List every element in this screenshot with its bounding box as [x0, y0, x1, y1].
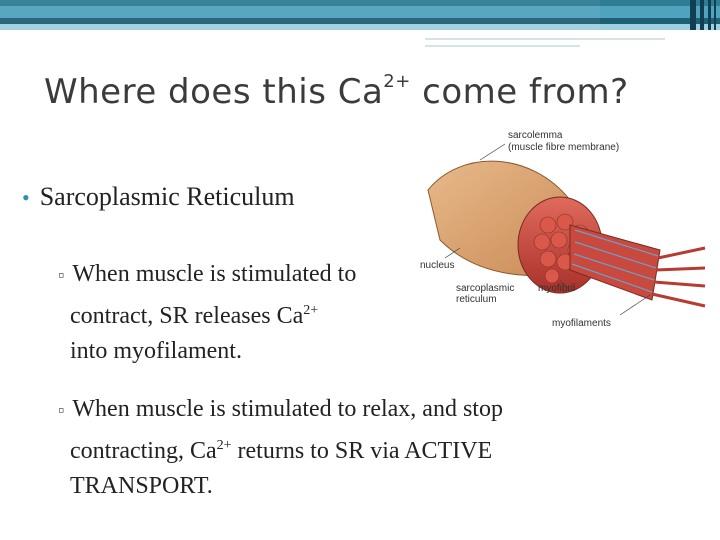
label-myofibril: myofibril: [538, 283, 576, 294]
top-decorative-band: [0, 0, 720, 30]
header-rule: [425, 38, 665, 40]
label-sarcoplasmic: sarcoplasmic: [456, 283, 515, 294]
label-sarcolemma: sarcolemma: [508, 130, 563, 141]
muscle-fiber-illustration: [420, 130, 710, 340]
label-reticulum: reticulum: [456, 294, 497, 305]
square-bullet-icon: ▫: [58, 265, 65, 285]
slide-title: Where does this $Ca^{2+}$ come from?: [44, 70, 629, 112]
square-bullet-icon: ▫: [58, 400, 65, 420]
label-nucleus: nucleus: [420, 260, 455, 271]
sub-bullet-relax: ▫ When muscle is stimulated to relax, and stop contracting, $Ca^{2+}$ returns to SR via ACTIVE TRANSPORT.: [58, 396, 503, 499]
label-membrane: (muscle fibre membrane): [508, 142, 620, 153]
sub-bullet-contract: ▫ When muscle is stimulated to contract, SR releases $Ca^{2+}$ into myofilament.: [58, 261, 357, 364]
header-rule-2: [425, 45, 580, 47]
label-myofilaments: myofilaments: [552, 318, 611, 329]
bullet-dot-icon: •: [22, 185, 30, 210]
muscle-fiber-diagram: [420, 130, 710, 340]
bullet-sarcoplasmic-reticulum: • Sarcoplasmic Reticulum: [22, 182, 295, 211]
